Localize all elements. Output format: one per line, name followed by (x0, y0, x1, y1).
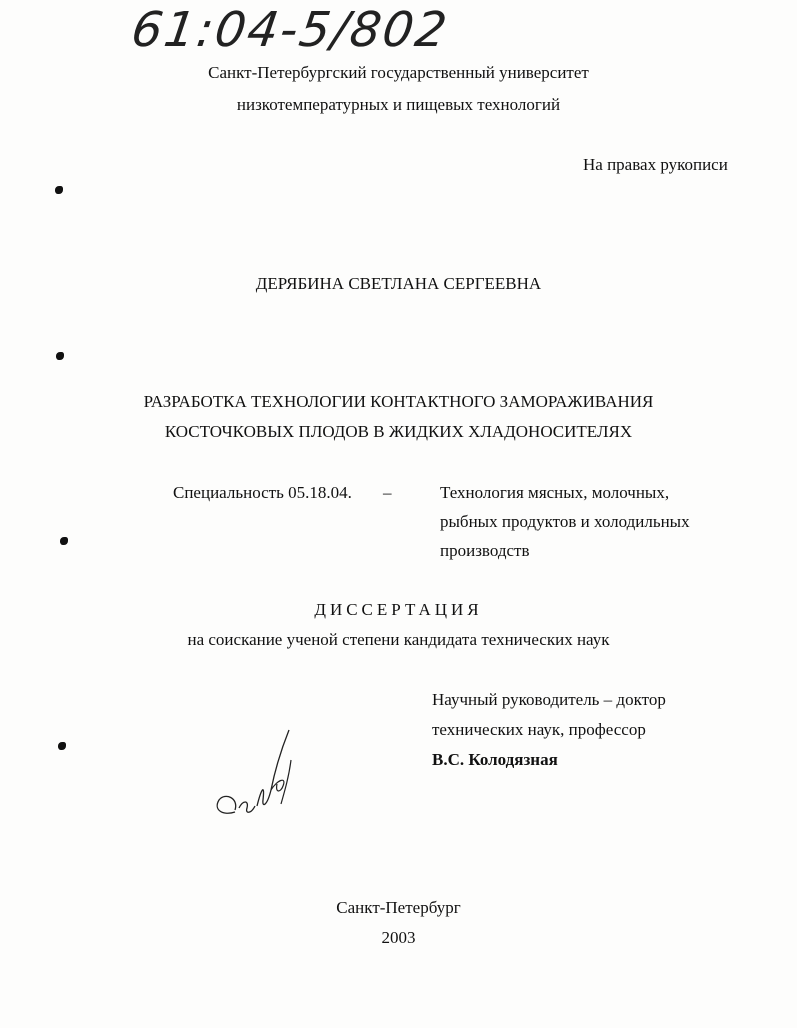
supervisor-line-1: Научный руководитель – доктор (432, 690, 666, 709)
archive-number-handwritten: 61:04-5/802 (128, 2, 452, 58)
degree-line: на соискание ученой степени кандидата технических наук (187, 630, 610, 649)
margin-dot (58, 742, 66, 750)
margin-dot (56, 352, 64, 360)
city: Санкт-Петербург (336, 898, 461, 917)
specialty-dash: – (383, 483, 392, 502)
year: 2003 (381, 928, 416, 947)
author-name: ДЕРЯБИНА СВЕТЛАНА СЕРГЕЕВНА (255, 274, 542, 293)
supervisor-name: В.С. Колодязная (432, 750, 558, 769)
supervisor-line-2: технических наук, профессор (432, 720, 646, 739)
title-line-2: КОСТОЧКОВЫХ ПЛОДОВ В ЖИДКИХ ХЛАДОНОСИТЕЛЯХ (164, 422, 633, 441)
margin-dot (60, 537, 68, 545)
manuscript-note: На правах рукописи (583, 155, 728, 174)
work-type-heading: ДИССЕРТАЦИЯ (314, 600, 483, 619)
margin-dot (55, 186, 63, 194)
institution-line-2: низкотемпературных и пищевых технологий (236, 95, 561, 114)
author-signature (205, 720, 315, 830)
institution-line-1: Санкт-Петербургский государственный университет (208, 63, 589, 82)
specialty-desc-line-3: производств (440, 541, 530, 560)
title-line-1: РАЗРАБОТКА ТЕХНОЛОГИИ КОНТАКТНОГО ЗАМОРАЖИВАНИЯ (143, 392, 654, 411)
specialty-desc-line-2: рыбных продуктов и холодильных (440, 512, 690, 531)
specialty-label: Специальность 05.18.04. (173, 483, 352, 502)
specialty-desc-line-1: Технология мясных, молочных, (440, 483, 670, 502)
